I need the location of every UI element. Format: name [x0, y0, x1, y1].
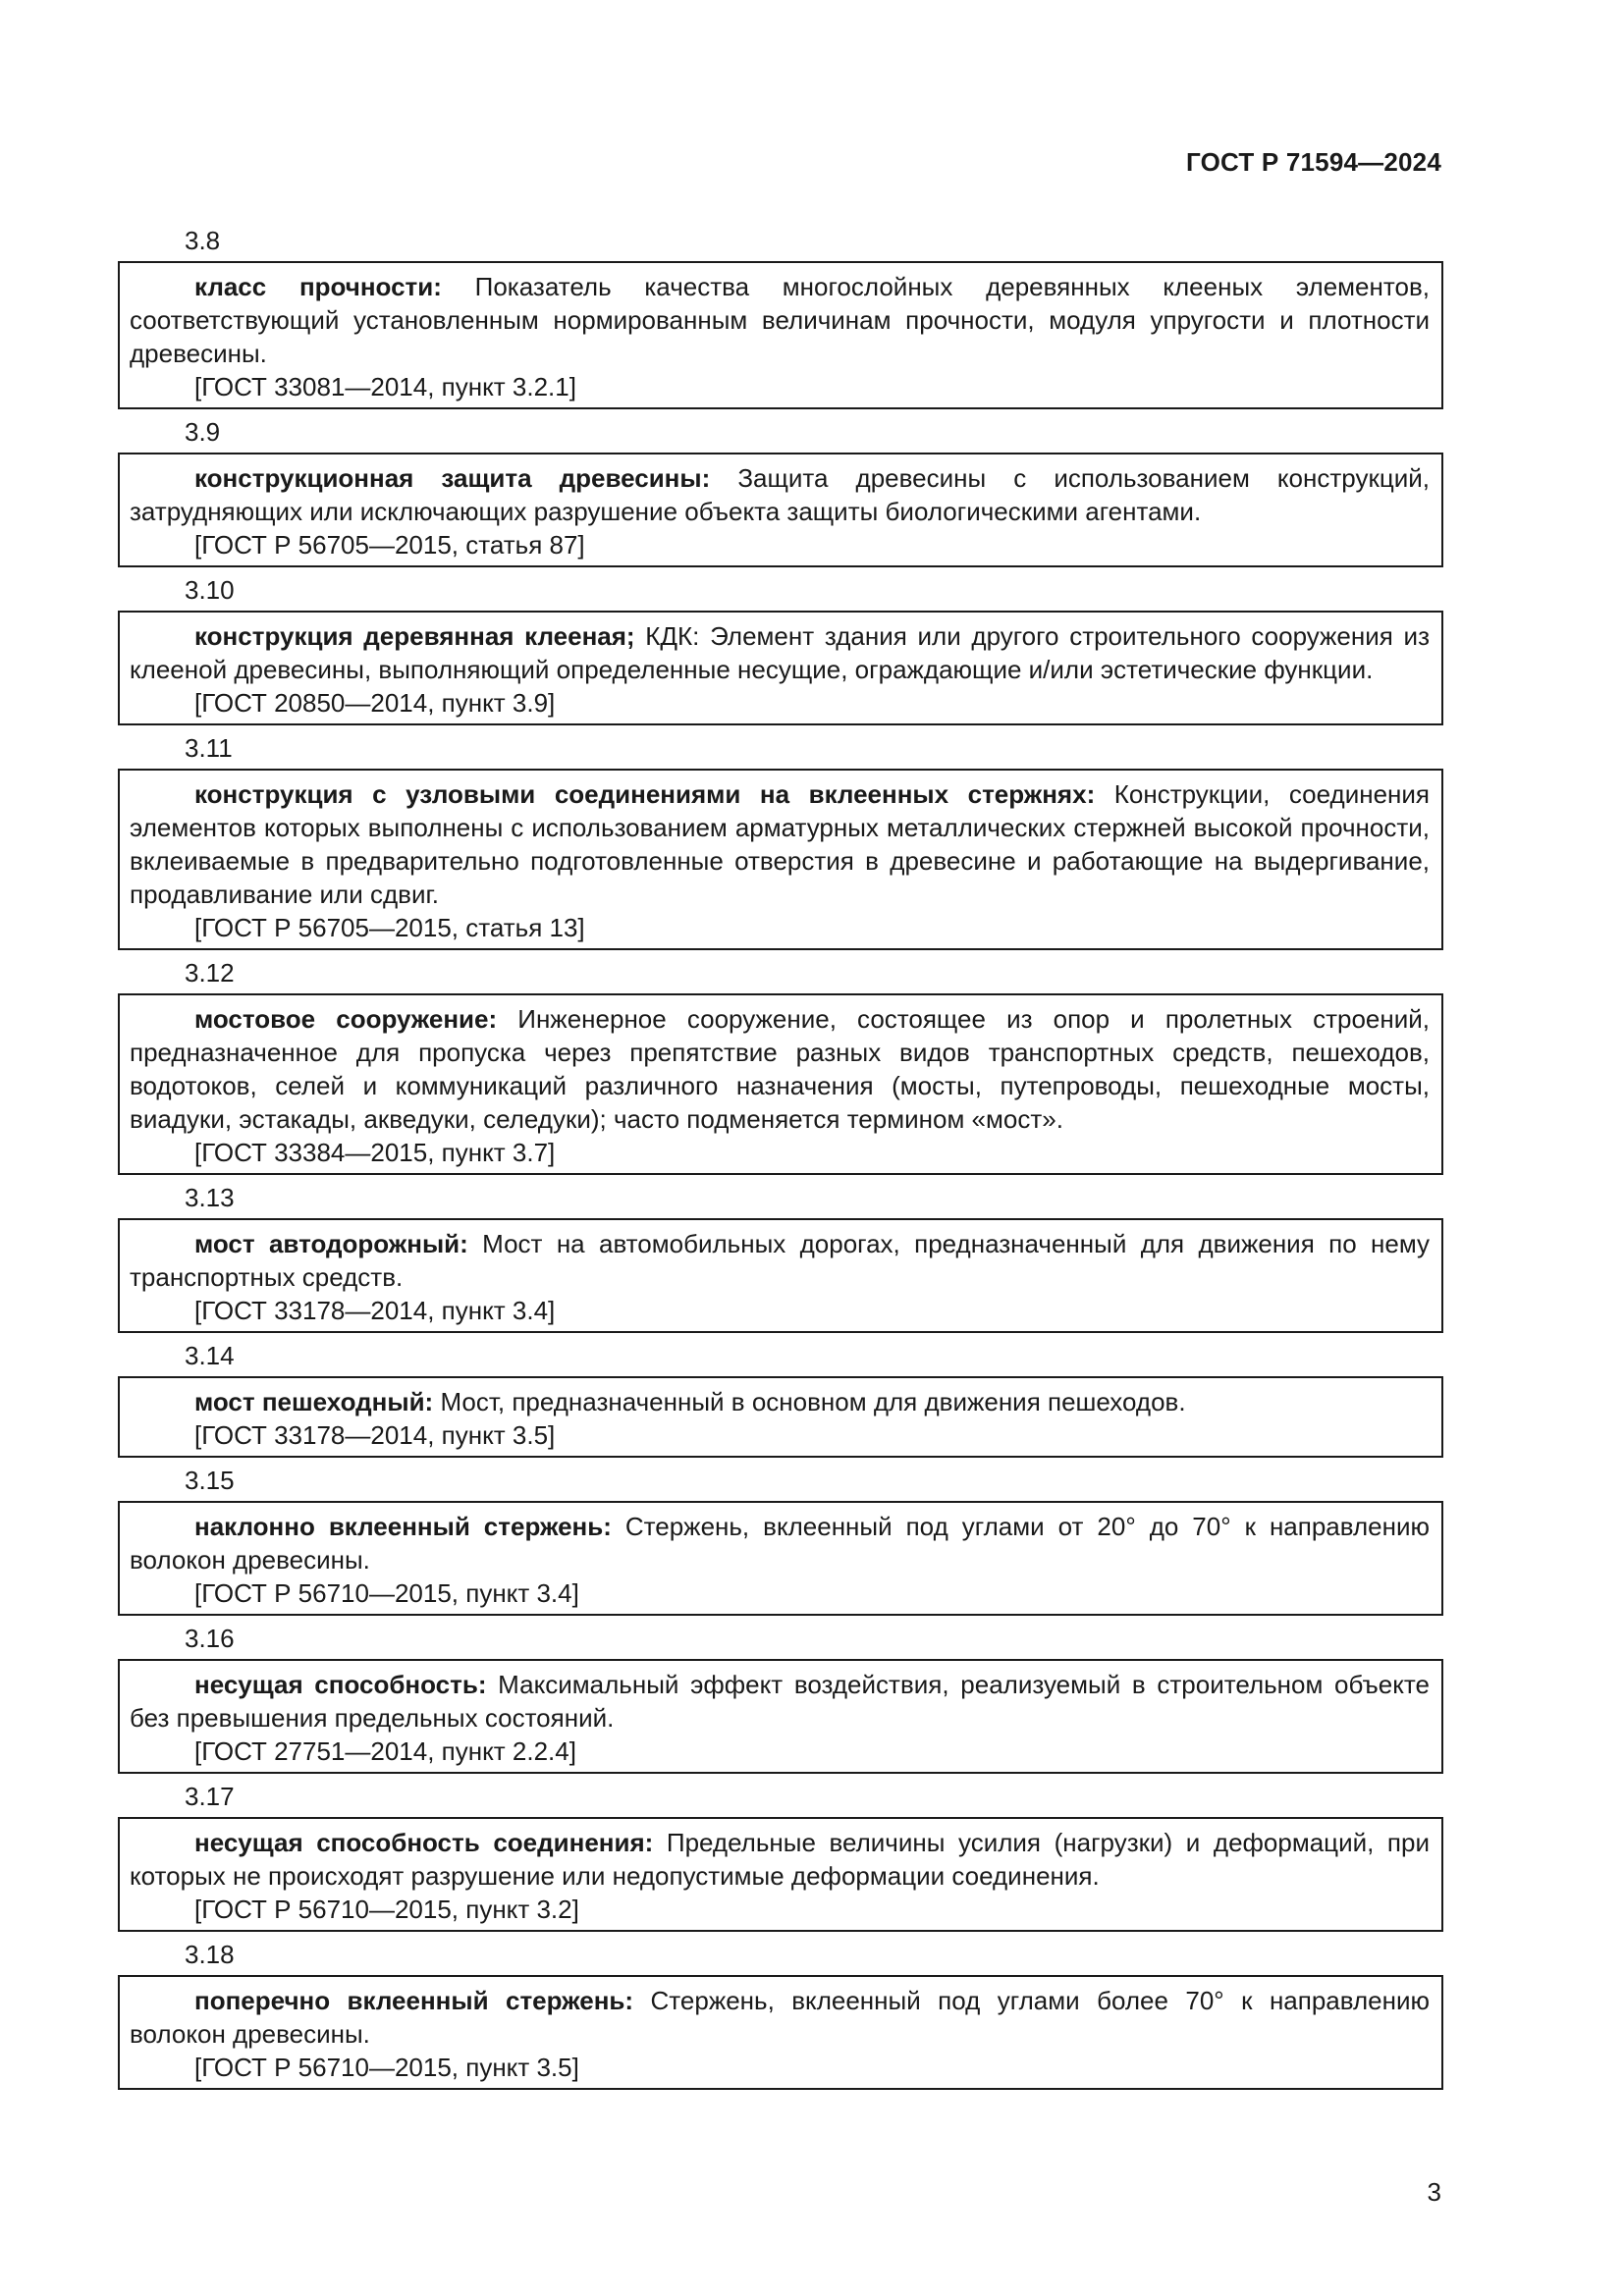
- term-number: 3.14: [185, 1341, 235, 1370]
- term-name: мост автодорожный:: [194, 1229, 468, 1258]
- term-text: Показатель качества многослойных деревянных клееных элементов, соответствующий установленным нормированным величинам прочности, модуля упругости и плотности древесины.: [130, 272, 1430, 368]
- term-definition: [130, 461, 1430, 528]
- term-number: 3.9: [185, 417, 221, 447]
- term-text: Мост на автомобильных дорогах, предназначенный для движения по нему транспортных средств.: [130, 1229, 1430, 1292]
- term-source: [ГОСТ 33384—2015, пункт 3.7]: [194, 1138, 556, 1167]
- term-number: 3.10: [185, 575, 235, 605]
- term-source: [ГОСТ Р 56710—2015, пункт 3.4]: [194, 1578, 579, 1608]
- term-source: [ГОСТ 33081—2014, пункт 3.2.1]: [194, 372, 576, 401]
- term-source: [ГОСТ Р 56705—2015, статья 87]: [194, 530, 585, 560]
- term-text: Стержень, вклеенный под углами более 70° к направлению волокон древесины.: [130, 1986, 1430, 2049]
- term-entry: [118, 1376, 1443, 1458]
- term-number: 3.8: [185, 226, 221, 255]
- term-name: мостовое сооружение:: [194, 1004, 498, 1034]
- term-text: Защита древесины с использованием конструкций, затрудняющих или исключающих разрушение объекта защиты биологическими агентами.: [130, 463, 1430, 526]
- term-number: 3.11: [185, 733, 233, 763]
- term-entry: [118, 611, 1443, 725]
- term-number: 3.13: [185, 1183, 235, 1212]
- term-definition: [130, 1510, 1430, 1576]
- term-source: [ГОСТ 20850—2014, пункт 3.9]: [194, 688, 556, 718]
- term-definition: [130, 1984, 1430, 2051]
- term-source: [ГОСТ 33178—2014, пункт 3.4]: [194, 1296, 556, 1325]
- terms-list: [118, 222, 1443, 2096]
- term-name: конструкция деревянная клееная;: [194, 621, 635, 651]
- term-text: Мост, предназначенный в основном для движения пешеходов.: [433, 1387, 1186, 1416]
- page-number: 3: [1427, 2177, 1441, 2207]
- term-definition: [130, 619, 1430, 686]
- term-name: несущая способность:: [194, 1670, 487, 1699]
- term-entry: [118, 1975, 1443, 2090]
- term-name: конструкция с узловыми соединениями на вклеенных стержнях:: [194, 779, 1096, 809]
- term-number: 3.15: [185, 1466, 235, 1495]
- term-number: 3.17: [185, 1782, 235, 1811]
- term-definition: [130, 777, 1430, 911]
- term-definition: [130, 1227, 1430, 1294]
- term-name: поперечно вклеенный стержень:: [194, 1986, 634, 2015]
- term-name: класс прочности:: [194, 272, 442, 301]
- term-number: 3.16: [185, 1624, 235, 1653]
- term-entry: [118, 1659, 1443, 1774]
- term-name: мост пешеходный:: [194, 1387, 434, 1416]
- term-definition: [130, 1826, 1430, 1893]
- term-source: [ГОСТ Р 56705—2015, статья 13]: [194, 913, 585, 942]
- term-text: Инженерное сооружение, состоящее из опор и пролетных строений, предназначенное для пропуска через препятствие разных видов транспортных средств, пешеходов, водотоков, селей и коммуникаций различного назначения (мосты, путепроводы, пешеходные мосты, виадуки, эстакады, акведуки, селедуки); часто подменяется термином «мост».: [130, 1004, 1430, 1134]
- term-source: [ГОСТ 33178—2014, пункт 3.5]: [194, 1420, 556, 1450]
- term-entry: [118, 1817, 1443, 1932]
- term-source: [ГОСТ 27751—2014, пункт 2.2.4]: [194, 1736, 576, 1766]
- term-entry: [118, 769, 1443, 950]
- term-entry: [118, 453, 1443, 567]
- term-text: КДК: Элемент здания или другого строительного сооружения из клееной древесины, выполняющий определенные несущие, ограждающие и/или эстетические функции.: [130, 621, 1430, 684]
- term-entry: [118, 993, 1443, 1175]
- term-definition: [130, 1002, 1430, 1136]
- term-entry: [118, 1501, 1443, 1616]
- term-name: несущая способность соединения:: [194, 1828, 654, 1857]
- term-text: Стержень, вклеенный под углами от 20° до 70° к направлению волокон древесины.: [130, 1512, 1430, 1575]
- term-text: Предельные величины усилия (нагрузки) и деформаций, при которых не происходят разрушение или недопустимые деформации соединения.: [130, 1828, 1430, 1891]
- term-name: наклонно вклеенный стержень:: [194, 1512, 612, 1541]
- term-source: [ГОСТ Р 56710—2015, пункт 3.2]: [194, 1895, 579, 1924]
- term-number: 3.12: [185, 958, 235, 988]
- term-text: Конструкции, соединения элементов которых выполнены с использованием арматурных металлических стержней высокой прочности, вклеиваемые в предварительно подготовленные отверстия в древесине и работающие на выдергивание, продавливание или сдвиг.: [130, 779, 1430, 909]
- term-number: 3.18: [185, 1940, 235, 1969]
- term-definition: [130, 1668, 1430, 1735]
- term-definition: [130, 270, 1430, 370]
- term-entry: [118, 1218, 1443, 1333]
- term-name: конструкционная защита древесины:: [194, 463, 711, 493]
- document-header: ГОСТ Р 71594—2024: [1186, 147, 1441, 177]
- term-text: Максимальный эффект воздействия, реализуемый в строительном объекте без превышения предельных состояний.: [130, 1670, 1430, 1733]
- term-entry: [118, 261, 1443, 409]
- term-definition: [130, 1385, 1430, 1418]
- term-source: [ГОСТ Р 56710—2015, пункт 3.5]: [194, 2053, 579, 2082]
